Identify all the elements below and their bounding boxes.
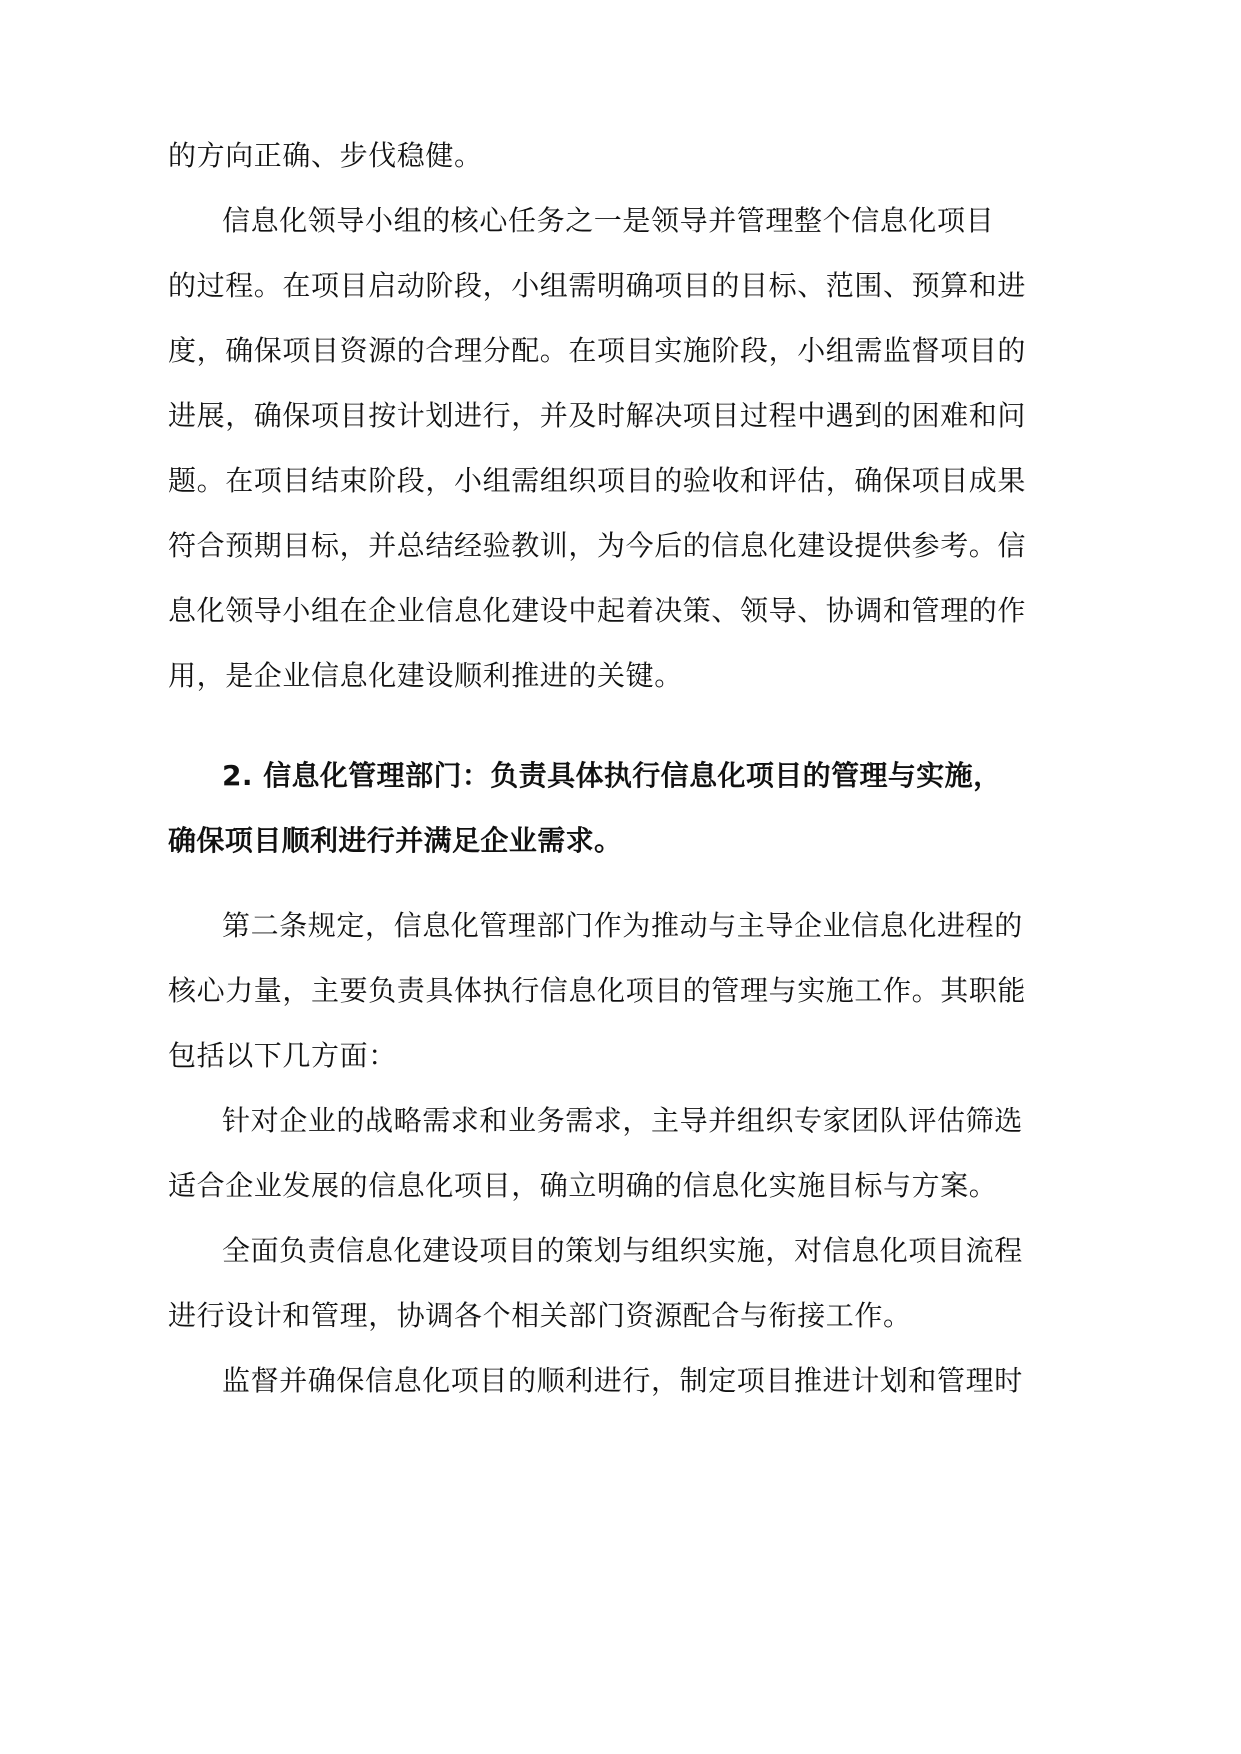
paragraph-5-line-1: 全面负责信息化建设项目的策划与组织实施，对信息化项目流程 bbox=[222, 1234, 1023, 1267]
section-heading-line-2: 确保项目顺利进行并满足企业需求。 bbox=[168, 824, 623, 857]
paragraph-2-line-2: 的过程。在项目启动阶段，小组需明确项目的目标、范围、预算和进 bbox=[168, 269, 1027, 302]
paragraph-2-line-8: 用，是企业信息化建设顺利推进的关键。 bbox=[168, 659, 683, 692]
paragraph-2-line-7: 息化领导小组在企业信息化建设中起着决策、领导、协调和管理的作 bbox=[168, 594, 1027, 627]
paragraph-3-line-3: 包括以下几方面： bbox=[168, 1039, 397, 1072]
paragraph-2-line-4: 进展，确保项目按计划进行，并及时解决项目过程中遇到的困难和问 bbox=[168, 399, 1027, 432]
paragraph-2-line-1: 信息化领导小组的核心任务之一是领导并管理整个信息化项目 bbox=[222, 204, 995, 237]
paragraph-2-line-6: 符合预期目标，并总结经验教训，为今后的信息化建设提供参考。信 bbox=[168, 529, 1027, 562]
paragraph-2-line-5: 题。在项目结束阶段，小组需组织项目的验收和评估，确保项目成果 bbox=[168, 464, 1027, 497]
paragraph-5-line-2: 进行设计和管理，协调各个相关部门资源配合与衔接工作。 bbox=[168, 1299, 912, 1332]
paragraph-3-line-1: 第二条规定，信息化管理部门作为推动与主导企业信息化进程的 bbox=[222, 909, 1023, 942]
paragraph-3-line-2: 核心力量，主要负责具体执行信息化项目的管理与实施工作。其职能 bbox=[168, 974, 1027, 1007]
paragraph-6-line-1: 监督并确保信息化项目的顺利进行，制定项目推进计划和管理时 bbox=[222, 1364, 1023, 1397]
paragraph-4-line-1: 针对企业的战略需求和业务需求，主导并组织专家团队评估筛选 bbox=[222, 1104, 1023, 1137]
paragraph-1-line-1: 的方向正确、步伐稳健。 bbox=[168, 139, 483, 172]
paragraph-2-line-3: 度，确保项目资源的合理分配。在项目实施阶段，小组需监督项目的 bbox=[168, 334, 1027, 367]
section-heading-line-1: 2. 信息化管理部门：负责具体执行信息化项目的管理与实施， bbox=[222, 759, 1002, 792]
paragraph-4-line-2: 适合企业发展的信息化项目，确立明确的信息化实施目标与方案。 bbox=[168, 1169, 998, 1202]
